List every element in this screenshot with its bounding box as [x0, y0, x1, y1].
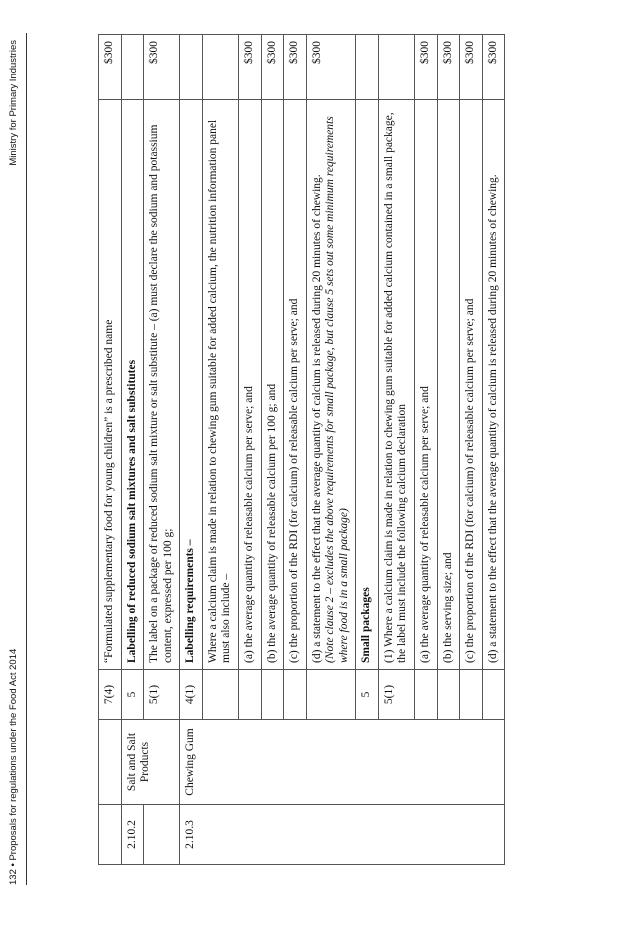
subclause-cell: 5(1)	[378, 670, 414, 720]
fee-cell: $300	[437, 35, 460, 100]
subclause-cell	[261, 670, 284, 720]
fee-cell: $300	[460, 35, 483, 100]
table-row	[180, 35, 203, 865]
section-heading: Labelling of reduced sodium salt mixtures and salt substitutes	[121, 100, 144, 670]
item-cell: Chewing Gum	[180, 720, 505, 805]
header-right: Ministry for Primary Industries	[8, 40, 19, 166]
fee-cell: $300	[284, 35, 307, 100]
table-row	[121, 35, 144, 865]
subclause-cell	[306, 670, 356, 720]
fee-cell	[180, 35, 203, 100]
requirement-cell	[306, 100, 356, 670]
requirement-cell: (d) a statement to the effect that the average quantity of calcium is released during 20 minutes of chewing.	[482, 100, 505, 670]
requirement-cell: (b) the serving size; and	[437, 100, 460, 670]
requirement-cell: “Formulated supplementary food for young children” is a prescribed name	[99, 100, 122, 670]
subclause-cell	[238, 670, 261, 720]
subclause-cell	[202, 670, 238, 720]
item-cell: Salt and Salt Products	[121, 720, 180, 805]
clause-cell: 2.10.2	[121, 805, 144, 865]
regulation-table	[98, 34, 505, 865]
header-left: 132 • Proposals for regulations under the Food Act 2014	[8, 648, 19, 885]
requirement-cell: Where a calcium claim is made in relation to chewing gum suitable for added calcium, the nutrition information panel must also include –	[202, 100, 238, 670]
subclause-cell	[437, 670, 460, 720]
requirement-cell: (a) the average quantity of releasable calcium per serve; and	[238, 100, 261, 670]
fee-cell	[202, 35, 238, 100]
section-heading: Labelling requirements –	[180, 100, 203, 670]
header-rule	[26, 33, 27, 885]
clause-cell	[99, 805, 122, 865]
fee-cell: $300	[415, 35, 438, 100]
requirement-cell: (a) the average quantity of releasable calcium per serve; and	[415, 100, 438, 670]
item-cell	[99, 720, 122, 805]
fee-cell: $300	[144, 35, 180, 100]
clause-cell: 2.10.3	[180, 805, 505, 865]
fee-cell: $300	[238, 35, 261, 100]
regulation-table-frame	[98, 35, 598, 865]
requirement-cell: (1) Where a calcium claim is made in relation to chewing gum suitable for added calcium contained in a small package, the label must include the following calcium declaration	[378, 100, 414, 670]
subclause-cell: 7(4)	[99, 670, 122, 720]
table-row	[99, 35, 122, 865]
fee-cell: $300	[482, 35, 505, 100]
fee-cell: $300	[261, 35, 284, 100]
subclause-cell: 4(1)	[180, 670, 203, 720]
fee-cell	[121, 35, 144, 100]
subclause-cell: 5	[121, 670, 144, 720]
fee-cell	[356, 35, 379, 100]
subclause-cell	[415, 670, 438, 720]
fee-cell	[378, 35, 414, 100]
subclause-cell: 5(1)	[144, 670, 180, 720]
requirement-text: (d) a statement to the effect that the average quantity of calcium is released during 20 minutes of chewing.	[310, 174, 323, 663]
subclause-cell: 5	[356, 670, 379, 720]
requirement-cell: (c) the proportion of the RDI (for calcium) of releasable calcium per serve; and	[460, 100, 483, 670]
fee-cell: $300	[306, 35, 356, 100]
requirement-cell: (b) the average quantity of releasable calcium per 100 g; and	[261, 100, 284, 670]
subclause-cell	[482, 670, 505, 720]
fee-cell: $300	[99, 35, 122, 100]
requirement-cell: The label on a package of reduced sodium salt mixture or salt substitute – (a) must declare the sodium and potassium content, expressed per 100 g;	[144, 100, 180, 670]
subclause-cell	[460, 670, 483, 720]
clause-cell	[144, 805, 180, 865]
requirement-cell: (c) the proportion of the RDI (for calcium) of releasable calcium per serve; and	[284, 100, 307, 670]
section-heading: Small packages	[356, 100, 379, 670]
note-text: (Note clause 2 – excludes the above requirements for small package, but clause 5 sets out some minimum requirements where food is in a small package)	[324, 116, 350, 663]
subclause-cell	[284, 670, 307, 720]
